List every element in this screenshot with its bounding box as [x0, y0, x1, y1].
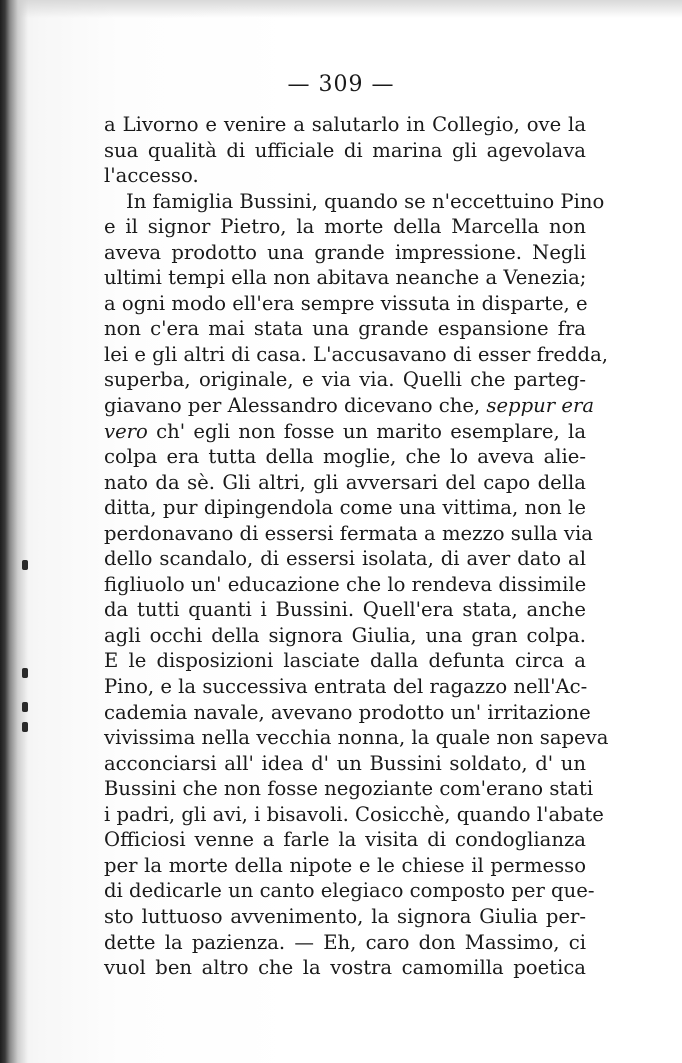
binding-mark [22, 668, 28, 678]
text-line-30: per la morte della nipote e le chiese il permesso [104, 853, 586, 877]
binding-mark [22, 560, 28, 570]
page-number: — 309 — [287, 72, 395, 97]
text-line-15: nato da sè. Gli altri, gli avversari del capo della [104, 470, 586, 494]
text-line-20: da tutti quanti i Bussini. Quell'era stata, anche [104, 598, 586, 622]
text-line-34: vuol ben altro che la vostra camomilla poetica [104, 956, 586, 980]
text-line-12-roman: giavano per Alessandro dicevano che, [104, 394, 481, 418]
text-line-8: a ogni modo ell'era sempre vissuta in disparte, e [104, 291, 588, 315]
binding-mark [22, 702, 28, 712]
text-line-17: perdonavano di essersi fermata a mezzo sulla via [104, 521, 593, 545]
text-line-3: l'accesso. [104, 164, 199, 188]
text-line-12-italic: seppur era [486, 394, 594, 418]
binding-mark [22, 722, 28, 732]
text-line-29: Officiosi venne a farle la visita di condoglianza [104, 828, 586, 852]
top-shadow [0, 0, 682, 18]
text-line-12 [104, 393, 594, 419]
text-line-25: vivissima nella vecchia nonna, la quale non sapeva [104, 726, 609, 750]
text-line-6: aveva prodotto una grande impressione. Negli [104, 240, 586, 264]
text-line-7: ultimi tempi ella non abitava neanche a Venezia; [104, 266, 587, 290]
text-line-21: agli occhi della signora Giulia, una gran colpa. [104, 623, 586, 647]
text-line-1: a Livorno e venire a salutarlo in Collegio, ove la [104, 113, 586, 136]
text-line-10: lei e gli altri di casa. L'accusavano di esser fredda, [104, 342, 608, 366]
text-line-18: dello scandalo, di essersi isolata, di aver dato al [104, 547, 586, 571]
text-line-5: e il signor Pietro, la morte della Marcella non [104, 215, 586, 239]
text-line-16: ditta, pur dipingendola come una vittima, non le [104, 496, 586, 520]
text-line-33: dette la pazienza. — Eh, caro don Massimo, ci [104, 930, 586, 954]
page-binding-edge [0, 0, 28, 1063]
text-line-26: acconciarsi all' idea d' un Bussini soldato, d' un [104, 751, 586, 775]
text-line-2: sua qualità di ufficiale di marina gli agevolava [104, 138, 586, 162]
text-line-31: di dedicarle un canto elegiaco composto per que- [104, 879, 595, 903]
text-line-24: cademia navale, avevano prodotto un' irritazione [104, 700, 591, 724]
text-line-27: Bussini che non fosse negoziante com'erano stati [104, 777, 594, 801]
text-line-13 [104, 419, 586, 445]
text-line-19: figliuolo un' educazione che lo rendeva dissimile [104, 572, 587, 596]
text-line-11: superba, originale, e via via. Quelli che parteg- [104, 368, 586, 392]
text-line-14: colpa era tutta della moglie, che lo aveva alie- [104, 445, 586, 469]
body-text [104, 112, 609, 981]
text-line-28: i padri, gli avi, i bisavoli. Cosicchè, quando l'abate [104, 802, 604, 826]
text-line-23: Pino, e la successiva entrata del ragazzo nell'Ac- [104, 675, 588, 699]
text-line-4: In famiglia Bussini, quando se n'eccettuino Pino [126, 189, 605, 213]
text-line-22: E le disposizioni lasciate dalla defunta circa a [104, 649, 586, 673]
text-line-13-italic: vero [104, 419, 148, 443]
text-line-32: sto luttuoso avvenimento, la signora Giulia per- [104, 904, 586, 928]
text-line-9: non c'era mai stata una grande espansione fra [104, 317, 586, 341]
text-line-13-roman: ch' egli non fosse un marito esemplare, la [156, 419, 586, 443]
